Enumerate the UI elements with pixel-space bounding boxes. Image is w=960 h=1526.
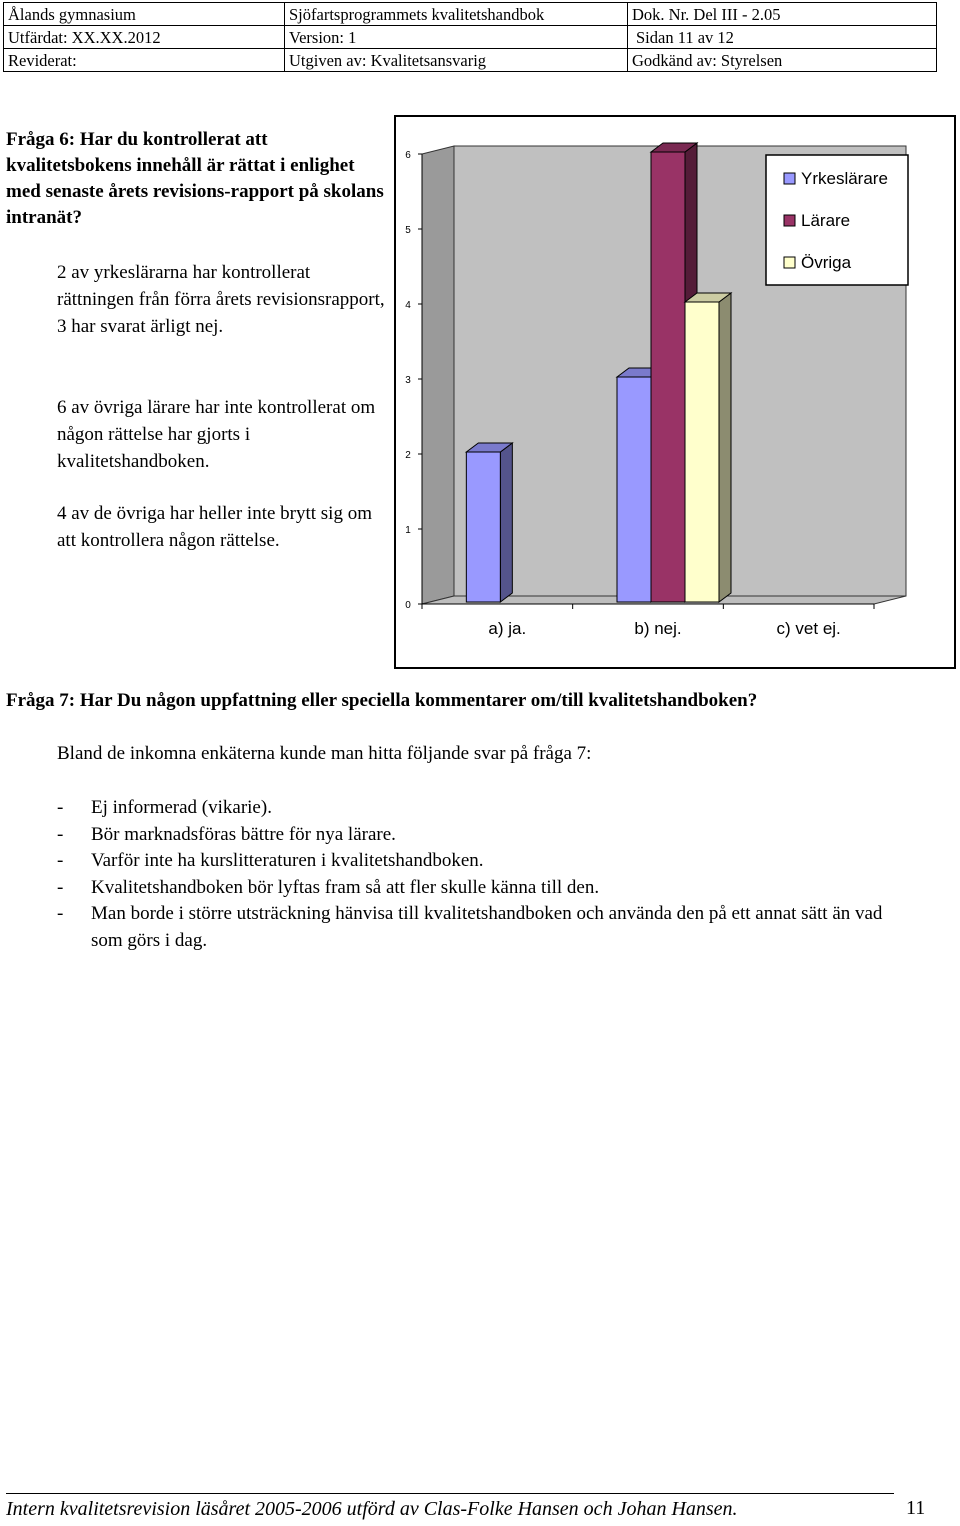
y-tick-label: 3 <box>405 375 411 386</box>
question-7-answer-list <box>57 795 917 954</box>
y-tick-label: 1 <box>405 525 411 536</box>
x-category-label: a) ja. <box>488 619 527 638</box>
x-category-label: b) nej. <box>634 619 682 638</box>
y-tick-label: 2 <box>405 450 411 461</box>
question-6-paragraph-2: 6 av övriga lärare har inte kontrollerat om någon rättelse har gjorts i kvalitetshandboken. <box>57 397 376 472</box>
footer-text: Intern kvalitetsrevision läsåret 2005-2006 utförd av Clas-Folke Hansen och Johan Hansen. <box>6 1498 738 1520</box>
y-tick-label: 0 <box>405 600 411 611</box>
header-doc-no: Dok. Nr. Del III - 2.05 <box>628 3 937 26</box>
list-item <box>57 875 917 902</box>
answer-text: Man borde i större utsträckning hänvisa till kvalitetshandboken och använda den på ett annat sätt än vad som görs i dag. <box>91 903 883 951</box>
bullet-dash: - <box>57 797 64 818</box>
header-school: Ålands gymnasium <box>4 3 285 26</box>
header-issued: Utfärdat: XX.XX.2012 <box>4 26 285 49</box>
legend-swatch <box>784 257 795 268</box>
question-7-intro: Bland de inkomna enkäterna kunde man hitta följande svar på fråga 7: <box>57 743 592 764</box>
question-6-paragraph-3: 4 av de övriga har heller inte brytt sig om att kontrollera någon rättelse. <box>57 503 372 551</box>
bullet-dash: - <box>57 850 64 871</box>
header-page: Sidan 11 av 12 <box>628 26 937 49</box>
y-tick-label: 5 <box>405 225 411 236</box>
header-handbook: Sjöfartsprogrammets kvalitetshandbok <box>285 3 628 26</box>
bar-front <box>685 302 719 602</box>
answer-text: Kvalitetshandboken bör lyftas fram så att fler skulle känna till den. <box>91 876 600 898</box>
header-approved-by: Godkänd av: Styrelsen <box>628 49 937 72</box>
y-tick-label: 4 <box>405 300 411 311</box>
question-6-paragraph-1: 2 av yrkeslärarna har kontrollerat rättningen från förra årets revisionsrapport, 3 har svarat ärligt nej. <box>57 262 385 337</box>
list-item <box>57 848 917 875</box>
question-6-chart <box>394 115 956 669</box>
answer-text: Bör marknadsföras bättre för nya lärare. <box>91 823 396 845</box>
bar-chart-svg <box>396 117 954 667</box>
chart-side-wall <box>422 146 454 604</box>
list-item <box>57 901 917 954</box>
y-tick-label: 6 <box>405 150 411 161</box>
x-category-label: c) vet ej. <box>776 619 841 638</box>
page-number: 11 <box>906 1497 926 1519</box>
bullet-dash: - <box>57 876 64 898</box>
question-7-title: Fråga 7: Har Du någon uppfattning eller speciella kommentarer om/till kvalitetshandboken? <box>6 690 758 711</box>
header-version: Version: 1 <box>285 26 628 49</box>
answer-text: Ej informerad (vikarie). <box>91 797 272 818</box>
legend-swatch <box>784 215 795 226</box>
list-item <box>57 795 917 822</box>
bar-Yrkeslärare-a) ja. <box>466 443 512 602</box>
bar-front <box>617 377 651 602</box>
header-revised: Reviderat: <box>4 49 285 72</box>
legend-swatch <box>784 173 795 184</box>
bar-Övriga-b) nej. <box>685 293 731 602</box>
bullet-dash: - <box>57 903 64 924</box>
bar-side <box>719 293 731 602</box>
answer-text: Varför inte ha kurslitteraturen i kvalitetshandboken. <box>91 850 484 871</box>
legend-label: Lärare <box>801 211 851 230</box>
footer-rule <box>6 1493 894 1494</box>
bar-front <box>651 152 685 602</box>
question-6-title: Fråga 6: Har du kontrollerat att kvalitetsbokens innehåll är rättat i enlighet med senaste årets revisions-rapport på skolans intranät? <box>6 129 384 228</box>
list-item <box>57 822 917 849</box>
bullet-dash: - <box>57 823 64 845</box>
document-header-table <box>3 2 937 72</box>
bar-front <box>466 452 500 602</box>
legend-label: Yrkeslärare <box>801 169 888 188</box>
bar-side <box>500 443 512 602</box>
legend-label: Övriga <box>801 253 852 272</box>
header-issued-by: Utgiven av: Kvalitetsansvarig <box>285 49 628 72</box>
